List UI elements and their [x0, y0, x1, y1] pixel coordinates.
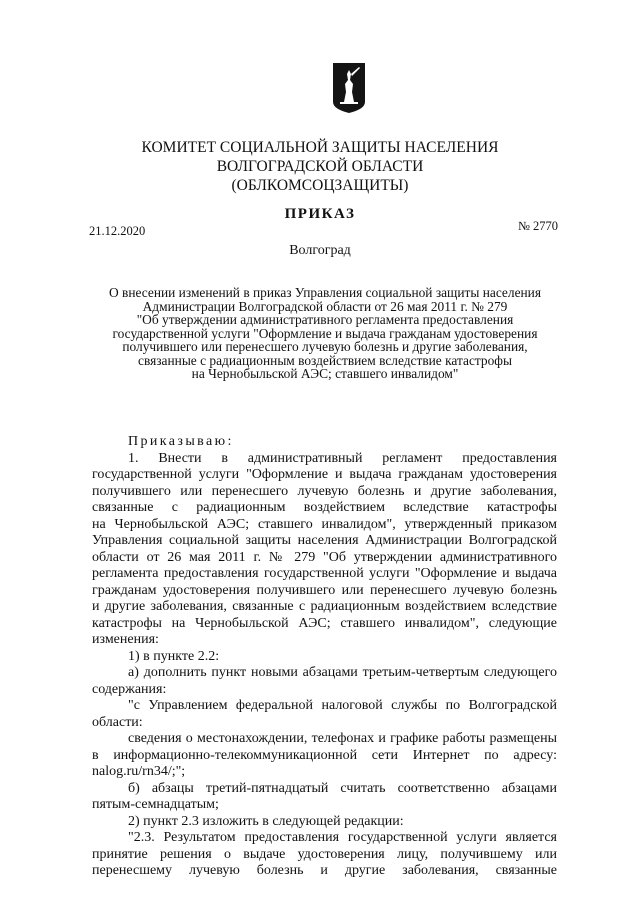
subject-line: государственной услуги "Оформление и выдача гражданам удостоверения [112, 325, 538, 341]
body-line: "с Управлением федеральной налоговой службы по Волгоградской [128, 698, 557, 713]
body-line: и другие заболевания, связанные с радиационным воздействием вследствие [92, 599, 557, 614]
body-line: 1) в пункте 2.2: [128, 648, 220, 664]
body-line: гражданам удостоверения получившего или перенесшего лучевую болезнь [92, 582, 557, 598]
body-line: в информационно-телекоммуникационной сети Интернет по адресу: [92, 747, 557, 763]
org-name-short: (ОБЛКОМСОЦЗАЩИТЫ) [231, 177, 409, 194]
body-line: регламента предоставления государственной услуги "Оформление и выдача [92, 566, 557, 581]
document-city: Волгоград [289, 243, 351, 258]
subject-line: на Чернобыльской АЭС; ставшего инвалидом" [191, 366, 459, 381]
order-heading: Приказываю: [128, 434, 234, 449]
document-subject [95, 286, 555, 381]
document-type: ПРИКАЗ [284, 206, 356, 222]
body-line: "2.3. Результатом предоставления государственной услуги является [128, 830, 557, 845]
body-line: государственной услуги "Оформление и выдача гражданам удостоверения [92, 467, 557, 482]
body-line: Управления социальной защиты населения Администрации Волгоградской [92, 533, 557, 548]
body-line: 1. Внести в административный регламент предоставления [128, 450, 557, 466]
body-line: на Чернобыльской АЭС; ставшего инвалидом", утвержденный приказом [92, 516, 557, 532]
body-line: изменения: [92, 632, 159, 647]
subject-line: Администрации Волгоградской области от 26 мая 2011 г. № 279 [142, 298, 508, 314]
body-line: б) абзацы третий-пятнадцатый считать соответственно абзацами [128, 780, 557, 796]
body-line: содержания: [92, 681, 167, 697]
body-line: принятие решения о выдаче удостоверения лицу, получившему или [92, 846, 557, 862]
body-line: nalog.ru/rn34/;"; [92, 764, 186, 779]
document-date: 21.12.2020 [89, 224, 146, 238]
body-line: получившего или перенесшего лучевую болезнь и другие заболевания, [92, 483, 557, 499]
subject-line: О внесении изменений в приказ Управления социальной защиты населения [109, 285, 541, 300]
org-name-line-1: КОМИТЕТ СОЦИАЛЬНОЙ ЗАЩИТЫ НАСЕЛЕНИЯ [141, 139, 499, 156]
body-line: сведения о местонахождении, телефонах и графике работы размещены [128, 731, 557, 746]
body-line: области: [92, 714, 143, 730]
body-line: области от 26 мая 2011 г. № 279 "Об утверждении административного [92, 549, 557, 565]
subject-line: "Об утверждении административного регламента предоставления [136, 312, 514, 327]
subject-line: получившего или перенесшего лучевую болезнь и другие заболевания, [122, 339, 528, 354]
body-line: а) дополнить пункт новыми абзацами третьим-четвертым следующего [128, 665, 557, 680]
org-name-line-2: ВОЛГОГРАДСКОЙ ОБЛАСТИ [216, 158, 424, 175]
body-line: катастрофы на Чернобыльской АЭС; ставшего инвалидом", следующие [92, 615, 557, 631]
body-line: 2) пункт 2.3 изложить в следующей редакции: [128, 813, 404, 829]
body-line: связанные с радиационным воздействием вследствие катастрофы [92, 500, 557, 515]
volgograd-emblem-icon [332, 62, 366, 114]
document-body [92, 434, 557, 880]
subject-line: связанные с радиационным воздействием вследствие катастрофы [138, 352, 512, 368]
document-number: № 2770 [518, 219, 559, 233]
body-line: перенесшему лучевую болезнь и другие заболевания, связанные [92, 863, 557, 878]
body-line: пятым-семнадцатым; [92, 797, 219, 812]
